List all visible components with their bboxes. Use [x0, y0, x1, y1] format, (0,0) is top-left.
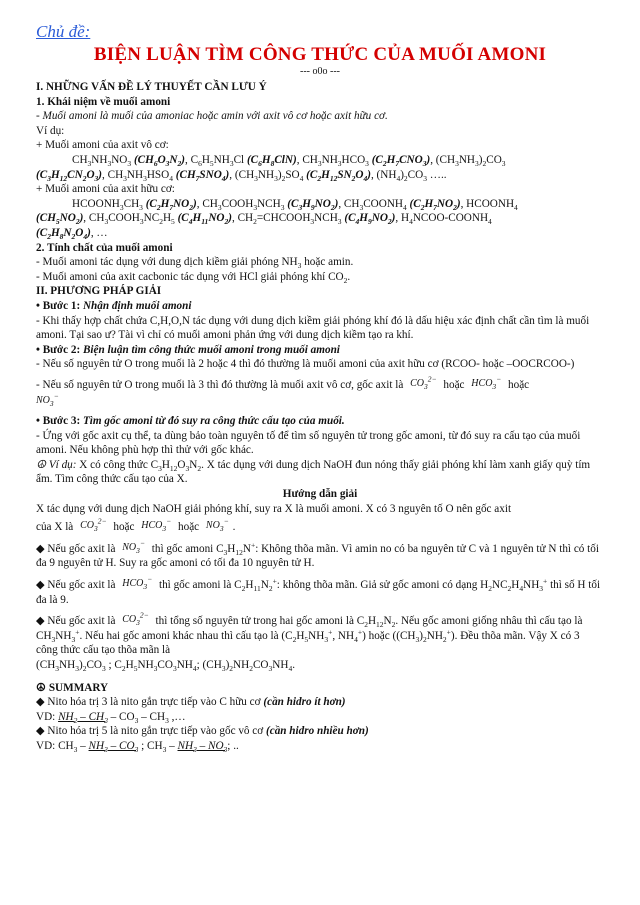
step2-text-1: - Nếu số nguyên tử O trong muối là 2 hoặc 4 thì đó thường là muối amoni của axit hữu cơ (RCOO- hoặc –OOCRCOO-) [36, 358, 575, 371]
organic-line-3: $(C_2H_8N_2O_4)$, … [36, 226, 108, 242]
organic-line-1: $HCOONH_3CH_3$ $(C_2H_7NO_2)$, $CH_3COOH_3NCH_3$ $(C_3H_9NO_2)$, $CH_3COONH_4$ $(C_2H_7NO_2)$, $HCOONH_4$ [72, 197, 518, 212]
definition-text: - Muối amoni là muối của amoniac hoặc amin với axit vô cơ hoặc axit hữu cơ. [36, 110, 388, 123]
no3-ion: $NO_3^-$ [36, 392, 59, 409]
section2-heading: II. PHƯƠNG PHÁP GIẢI [36, 285, 162, 298]
section1-heading: I. NHỮNG VẤN ĐỀ LÝ THUYẾT CẦN LƯU Ý [36, 81, 267, 93]
summary-line-3: ◆ Nito hóa trị 5 là nito gắn trực tiếp vào gốc vô cơ (cần hidro nhiều hơn) [36, 725, 369, 738]
example-label: Ví dụ: [36, 124, 65, 137]
summary-heading: ☮ SUMMARY [36, 681, 109, 694]
summary-line-2: VD: $NH_2 - CH_2 - CO_3 - CH_3$ ,… [36, 710, 186, 725]
step3-heading: • Bước 3: Tìm gốc amoni từ đó suy ra công thức cấu tạo của muối. [36, 415, 345, 428]
title-separator: --- o0o --- [300, 66, 340, 77]
step2-text-2: - Nếu số nguyên tử O trong muối là 3 thì đó thường là muối axit vô cơ, gốc axit là $CO_3^{2-}$ hoặc $HCO_3^-$ hoặc [36, 374, 530, 391]
step1-heading: • Bước 1: Nhận định muối amoni [36, 299, 192, 312]
sub1-heading: 1. Khái niệm về muối amoni [36, 95, 171, 108]
property-line-2: - Muối amoni của axit cacbonic tác dụng với HCl giải phóng khí $CO_2$. [36, 270, 351, 285]
summary-line-1: ◆ Nito hóa trị 3 là nito gắn trực tiếp vào C hữu cơ (cần hidro ít hơn) [36, 696, 346, 709]
summary-line-4: VD: $CH_3 - NH_3 - CO_3$ ; $CH_3 - NH_3 - NO_3$; .. [36, 739, 239, 755]
step3-text: - Ứng với gốc axit cụ thể, ta dùng bảo toàn nguyên tố để tìm số nguyên tử trong gốc amoni, từ đó suy ra cấu tạo của muối amoni. Nếu không phù hợp thì thử với gốc khác. [36, 429, 581, 457]
solution-line-1: X tác dụng với dung dịch NaOH giải phóng khí, suy ra X là muối amoni. X có 3 nguyên tố O nên gốc axit [36, 502, 512, 515]
case-3: ◆ Nếu gốc axit là $CO_3^{2-}$ thì tổng số nguyên tử trong hai gốc amoni là $C_2H_{12}N_2$. Nếu gốc amoni giống nhâu thì cấu tạo là $CH_3NH_3^+$. Nếu hai gốc amoni khác nhau thì cấu tạo là ($C_2H_5NH_3^+$, $NH_4^+$) hoặc $((CH_3)_2NH_2^+)$. Đều thõa mãn. Vậy X có 3 công thức cấu tạo thõa mãn là [36, 610, 583, 657]
case-1: ◆ Nếu gốc axit là $NO_3^-$ thì gốc amoni $C_3H_{12}N^+$: Không thõa mãn. Vì amin no có ba nguyên tử C và 1 nguyên tử N thì có tối đa 9 nguyên tử H. Suy ra gốc amoni có tối đa 10 nguyên tử H. [36, 538, 599, 570]
organic-label: + Muối amoni của axit hữu cơ: [36, 183, 175, 196]
step1-text: - Khi thấy hợp chất chứa C,H,O,N tác dụng với dung dịch kiềm giải phóng khí đó là dấu hiệu xác định chất cần tìm là muối amoni. Tại sao ư? Tài vì chỉ có muối amoni phản ứng với dung dịch kiềm tạo ra khí. [36, 314, 590, 342]
sub2-heading: 2. Tính chất của muối amoni [36, 241, 173, 254]
solution-heading: Hướng dẫn giải [282, 488, 358, 501]
inorganic-line-2: $(C_3H_{12}CN_2O_3)$, $CH_3NH_3HSO_4$ $(CH_7SNO_4)$, $(CH_3NH_3)_2SO_4$ $(C_2H_{12}SN_2O_4)$, $(NH_4)_2CO_3$ ….. [36, 168, 447, 183]
case-2: ◆ Nếu gốc axit là $HCO_3^-$ thì gốc amoni là $C_2H_{11}N_2^+$: không thõa mãn. Giả sử gốc amoni có dạng $H_2NC_2H_4NH_3^+$ thì số H tối đa là 9. [36, 574, 601, 606]
inorganic-line-1: $CH_3NH_3NO_3$ $(CH_6O_3N_2)$, $C_6H_5NH_3Cl$ $(C_6H_8ClN)$, $CH_3NH_3HCO_3$ $(C_2H_7CNO_3)$, $(CH_3NH_3)_2CO_3$ [72, 153, 506, 169]
example-text: ☮ Ví dụ: X có công thức $C_3H_{12}O_3N_2$. X tác dụng với dung dịch NaOH đun nóng thấy giải phóng khí làm xanh giấy quỳ tím ẩm. Tìm công thức cấu tạo của X. [36, 458, 591, 486]
property-line-1: - Muối amoni tác dụng với dung dịch kiềm giải phóng $NH_3$ hoặc amin. [36, 256, 354, 271]
page-title: BIỆN LUẬN TÌM CÔNG THỨC CỦA MUỐI AMONI [93, 44, 547, 65]
solution-line-2: của X là $CO_3^{2-}$ hoặc $HCO_3^-$ hoặc $NO_3^-$ . [36, 516, 236, 534]
organic-line-2: $(CH_5NO_2)$, $CH_3COOH_3NC_2H_5$ $(C_4H_{11}NO_2)$, $CH_2=CHCOOH_3NCH_3$ $(C_4H_9NO_2)$, $H_4NCOO-COONH_4$ [36, 212, 492, 227]
answer: $(CH_3NH_3)_2CO_3$ ; $C_2H_5NH_3CO_3NH_4$; $(CH_3)_2NH_2CO_3NH_4$. [36, 658, 295, 674]
topic-label: Chủ đề: [36, 22, 91, 41]
step2-heading: • Bước 2: Biện luận tìm công thức muối amoni trong muối amoni [36, 343, 340, 356]
peace-icon: ☮ [36, 681, 47, 694]
inorganic-label: + Muối amoni của axit vô cơ: [36, 139, 169, 152]
